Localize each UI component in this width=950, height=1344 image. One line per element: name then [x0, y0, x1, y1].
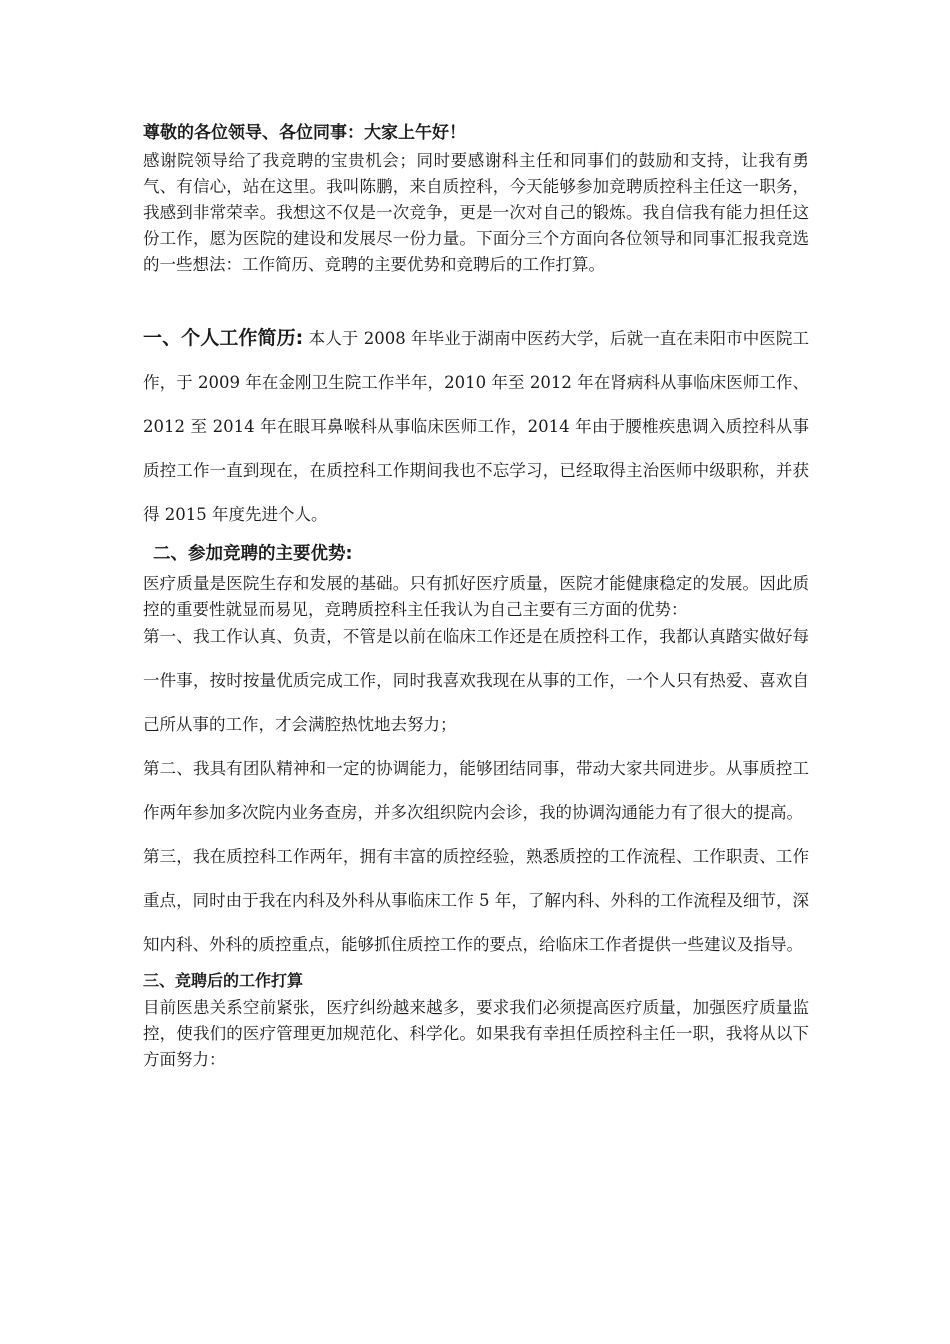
- section2-point1: 第一、我工作认真、负责，不管是以前在临床工作还是在质控科工作，我都认真踏实做好每一件事，按时按量优质完成工作，同时我喜欢我现在从事的工作，一个人只有热爱、喜欢自己所从事的工作，才会满腔热忱地去努力；: [143, 627, 809, 734]
- intro-paragraph: 感谢院领导给了我竞聘的宝贵机会；同时要感谢科主任和同事们的鼓励和支持，让我有勇气、有信心，站在这里。我叫陈鹏，来自质控科，今天能够参加竞聘质控科主任这一职务，我感到非常荣幸。我想这不仅是一次竞争，更是一次对自己的锻炼。我自信我有能力担任这份工作，愿为医院的建设和发展尽一份力量。下面分三个方面向各位领导和同事汇报我竞选的一些想法：工作简历、竞聘的主要优势和竞聘后的工作打算。: [143, 151, 809, 274]
- document-page: [143, 118, 809, 1073]
- section2-point3: 第三，我在质控科工作两年，拥有丰富的质控经验，熟悉质控的工作流程、工作职责、工作重点，同时由于我在内科及外科从事临床工作 5 年，了解内科、外科的工作流程及细节，深知内科、外科的质控重点，能够抓住质控工作的要点，给临床工作者提供一些建议及指导。: [143, 847, 809, 954]
- section3-text: 目前医患关系空前紧张，医疗纠纷越来越多，要求我们必须提高医疗质量，加强医疗质量监控，使我们的医疗管理更加规范化、科学化。如果我有幸担任质控科主任一职，我将从以下方面努力：: [143, 998, 809, 1069]
- section1-paragraph: [143, 316, 809, 537]
- section3-heading: 三、竞聘后的工作打算: [143, 971, 304, 990]
- greeting-heading: 尊敬的各位领导、各位同事：大家上午好！: [143, 123, 466, 143]
- section1-heading: 一、个人工作简历:: [143, 327, 304, 349]
- section2-heading: 二、参加竞聘的主要优势:: [153, 544, 353, 564]
- section1-text: 本人于 2008 年毕业于湖南中医药大学，后就一直在耒阳市中医院工作，于 2009 年在金刚卫生院工作半年，2010 年至 2012 年在肾病科从事临床医师工作、2012 至 2014 年在眼耳鼻喉科从事临床医师工作，2014 年由于腰椎疾患调入质控科从事质控工作一直到现在，在质控科工作期间我也不忘学习，已经取得主治医师中级职称，并获得 2015 年度先进个人。: [143, 329, 809, 524]
- section2-point2: 第二、我具有团队精神和一定的协调能力，能够团结同事，带动大家共同进步。从事质控工作两年参加多次院内业务查房，并多次组织院内会诊，我的协调沟通能力有了很大的提高。: [143, 759, 809, 822]
- section2-intro: 医疗质量是医院生存和发展的基础。只有抓好医疗质量，医院才能健康稳定的发展。因此质控的重要性就显而易见，竞聘质控科主任我认为自己主要有三方面的优势：: [143, 574, 809, 619]
